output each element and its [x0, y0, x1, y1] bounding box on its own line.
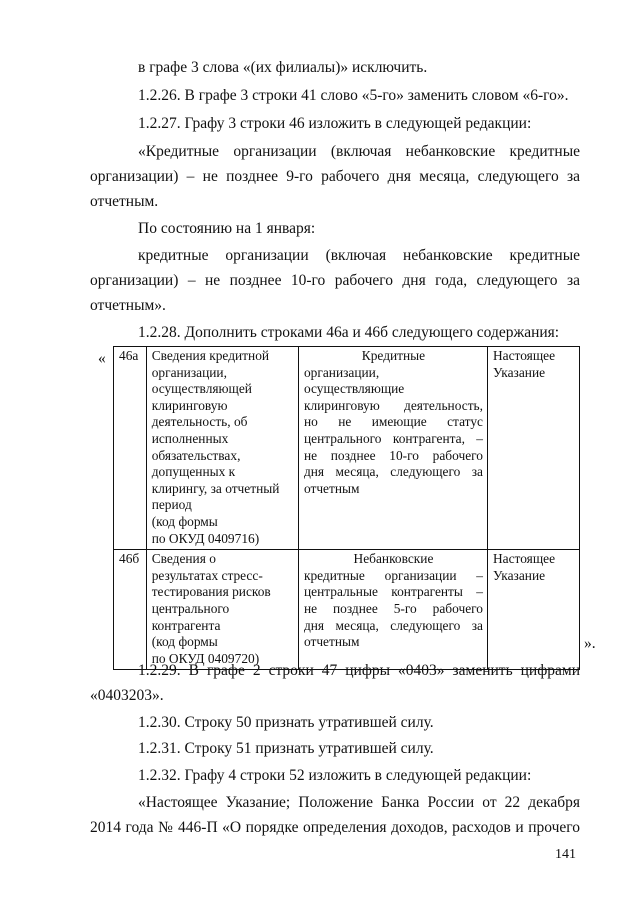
january-text-line-2: организации) – не позднее 10-го рабочего дня года, следующего за	[90, 272, 580, 289]
paragraph-1-2-27: 1.2.27. Графу 3 строки 46 изложить в следующей редакции:	[138, 115, 532, 132]
paragraph-basis-line-2: 2014 года № 446-П «О порядке определения доходов, расходов и прочего	[90, 819, 580, 836]
paragraph-1-2-32: 1.2.32. Графу 4 строки 52 изложить в следующей редакции:	[138, 767, 532, 784]
legal-basis: Настоящее Указание	[493, 348, 556, 380]
deadline-cell	[298, 347, 487, 550]
january-text-line-1: кредитные организации (включая небанковские кредитные	[138, 247, 580, 264]
paragraph-1-2-26: 1.2.26. В графе 3 строки 41 слово «5-го» заменить словом «6-го».	[138, 87, 569, 104]
deadline-line: но не имеющие статус	[303, 414, 483, 430]
row-number: 46б	[114, 550, 147, 670]
form-name: Сведения кредитной организации, осуществляющей клиринговую деятельность, об исполненных обязательствах, допущенных к клирингу, за отчетный период (код формы по ОКУД 0409716)	[151, 348, 280, 546]
table-row	[114, 347, 580, 550]
deadline-line: центрального контрагента, –	[303, 430, 483, 446]
quoted-text-line-3: отчетным.	[90, 193, 159, 210]
table-row	[114, 550, 580, 670]
row-number: 46а	[114, 347, 147, 550]
deadline-line: клиринговую деятельность,	[303, 397, 483, 413]
january-text-line-3: отчетным».	[90, 297, 166, 314]
paragraph-1-2-29-line-1: 1.2.29. В графе 2 строки 47 цифры «0403» заменить цифрами	[138, 662, 580, 679]
paragraph-1-2-29-line-2: «0403203».	[90, 687, 164, 704]
deadline-head: Кредитные	[361, 348, 426, 363]
table-open-quote: «	[98, 350, 106, 367]
deadline-head: Небанковские	[353, 551, 434, 567]
deadline-last: отчетным	[303, 634, 360, 650]
deadline-line: дня месяца, следующего за	[303, 464, 483, 480]
deadline-line: центральные контрагенты –	[303, 584, 483, 600]
quoted-text-line-1: «Кредитные организации (включая небанковские кредитные	[138, 143, 580, 160]
deadline-line: осуществляющие	[303, 381, 405, 397]
paragraph-continuation: в графе 3 слова «(их филиалы)» исключить.	[138, 59, 428, 76]
paragraph-january: По состоянию на 1 января:	[138, 220, 316, 237]
page-number: 141	[555, 847, 576, 862]
paragraph-basis-line-1: «Настоящее Указание; Положение Банка России от 22 декабря	[138, 794, 580, 811]
deadline-cell	[298, 550, 487, 670]
report-forms-table	[113, 346, 580, 670]
form-name: Сведения о результатах стресс- тестирования рисков центрального контрагента (код формы по ОКУД 0409720)	[151, 551, 271, 666]
paragraph-1-2-31: 1.2.31. Строку 51 признать утратившей силу.	[138, 740, 434, 757]
quoted-text-line-2: организации) – не позднее 9-го рабочего дня месяца, следующего за	[90, 168, 580, 185]
paragraph-1-2-30: 1.2.30. Строку 50 признать утратившей силу.	[138, 714, 434, 731]
deadline-line: дня месяца, следующего за	[303, 617, 483, 633]
deadline-line: не позднее 10-го рабочего	[303, 447, 483, 463]
paragraph-1-2-28: 1.2.28. Дополнить строками 46а и 46б следующего содержания:	[138, 324, 560, 341]
deadline-line: кредитные организации –	[303, 567, 483, 583]
legal-basis: Настоящее Указание	[493, 551, 556, 583]
deadline-last: отчетным	[303, 480, 360, 496]
deadline-line: организации,	[303, 364, 380, 380]
table-close-quote: ».	[584, 635, 596, 652]
deadline-line: не позднее 5-го рабочего	[303, 600, 483, 616]
